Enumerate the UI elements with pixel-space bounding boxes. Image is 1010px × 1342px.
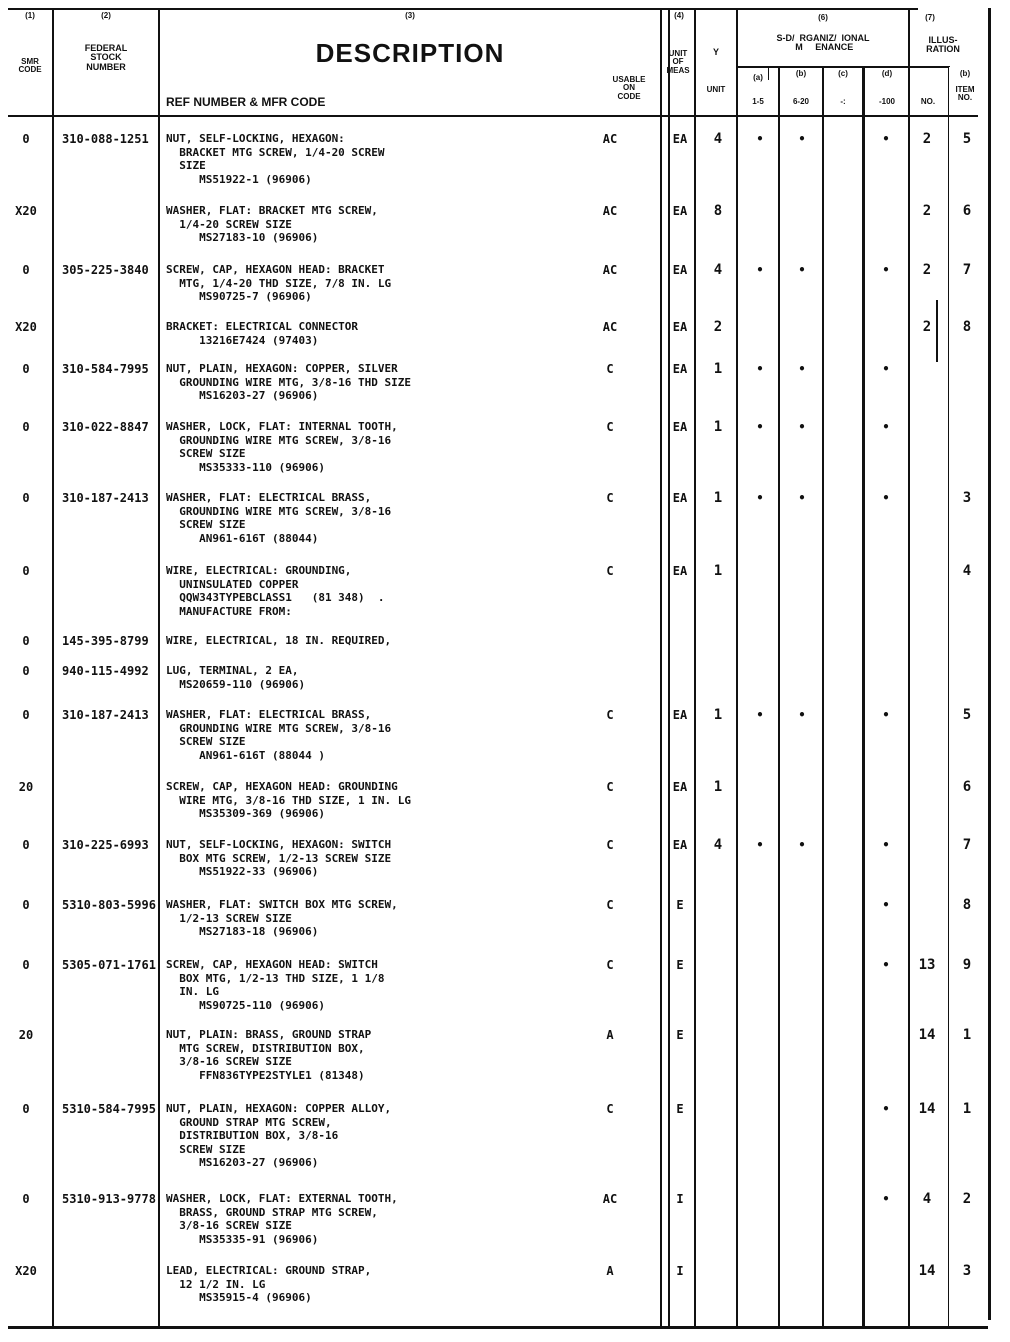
unit-of-measure: I: [676, 1192, 684, 1206]
item-number: 4: [962, 563, 972, 579]
smr-code: 0: [22, 838, 30, 852]
smr-code: 0: [22, 958, 30, 972]
maint-d-mark: •: [882, 1192, 890, 1206]
usable-on-code: C: [606, 362, 614, 376]
unit-of-measure: EA: [672, 780, 688, 794]
usable-on-code: C: [606, 780, 614, 794]
col4-label: UNIT OF MEAS: [666, 49, 690, 75]
item-number: 1: [962, 1027, 972, 1043]
col6-a-sub: 1-5: [752, 97, 764, 106]
col-divider-6d: [908, 8, 910, 1328]
federal-stock-number: 5305-071-1761: [62, 958, 156, 972]
description: NUT, SELF-LOCKING, HEXAGON: SWITCH BOX MTG SCREW, 1/2-13 SCREW SIZE MS51922-33 (96906): [166, 838, 392, 878]
usable-on-code: AC: [602, 132, 618, 146]
item-number: 8: [962, 319, 972, 335]
col1-label: SMR CODE: [18, 57, 42, 75]
maint-b-mark: •: [798, 838, 806, 852]
right-border: [988, 8, 991, 1320]
smr-code: 0: [22, 491, 30, 505]
item-number: 5: [962, 131, 972, 147]
maint-d-mark: •: [882, 132, 890, 146]
quantity: 1: [713, 490, 723, 506]
maint-b-mark: •: [798, 420, 806, 434]
unit-of-measure: E: [676, 1102, 684, 1116]
quantity: 8: [713, 203, 723, 219]
figure-number: 2: [922, 319, 932, 335]
usable-on-code: C: [606, 564, 614, 578]
quantity: 1: [713, 563, 723, 579]
federal-stock-number: 940-115-4992: [62, 664, 149, 678]
quantity: 1: [713, 779, 723, 795]
item-number: 3: [962, 490, 972, 506]
col-divider-6b: [822, 66, 824, 1328]
item-number: 5: [962, 707, 972, 723]
col6-d-sub: -100: [878, 97, 895, 106]
description: SCREW, CAP, HEXAGON HEAD: GROUNDING WIRE MTG, 3/8-16 THD SIZE, 1 IN. LG MS35309-369 (96906): [166, 780, 412, 820]
figure-number: 2: [922, 203, 932, 219]
col5-label: Y: [712, 47, 719, 57]
col3-title: DESCRIPTION: [315, 38, 505, 68]
description: LEAD, ELECTRICAL: GROUND STRAP, 12 1/2 IN. LG MS35915-4 (96906): [166, 1264, 372, 1304]
federal-stock-number: 5310-913-9778: [62, 1192, 156, 1206]
federal-stock-number: 310-187-2413: [62, 491, 149, 505]
figure-number: 4: [922, 1191, 932, 1207]
figure-number: 14: [918, 1027, 936, 1043]
unit-of-measure: EA: [672, 362, 688, 376]
col-divider-7: [948, 66, 949, 1328]
maint-a-mark: •: [756, 132, 764, 146]
maint-b-mark: •: [798, 491, 806, 505]
usable-on-code: C: [606, 420, 614, 434]
quantity: 4: [713, 131, 723, 147]
smr-code: 0: [22, 362, 30, 376]
col3-number: (3): [405, 11, 415, 20]
smr-code: X20: [15, 320, 37, 334]
bottom-border: [8, 1326, 988, 1329]
unit-of-measure: EA: [672, 420, 688, 434]
maint-d-mark: •: [882, 838, 890, 852]
usable-on-code: C: [606, 1102, 614, 1116]
item-number: 1: [962, 1101, 972, 1117]
smr-code: 0: [22, 634, 30, 648]
usable-on-code: C: [606, 708, 614, 722]
col-divider-6a: [778, 66, 780, 1328]
col-divider-3: [660, 8, 662, 1328]
federal-stock-number: 310-088-1251: [62, 132, 149, 146]
description: WASHER, FLAT: BRACKET MTG SCREW, 1/4-20 SCREW SIZE MS27183-10 (96906): [166, 204, 378, 244]
unit-of-measure: EA: [672, 320, 688, 334]
top-border: [8, 8, 918, 10]
col2-number: (2): [101, 11, 111, 20]
description: WASHER, FLAT: SWITCH BOX MTG SCREW, 1/2-13 SCREW SIZE MS27183-18 (96906): [166, 898, 398, 938]
usable-on-code: C: [606, 958, 614, 972]
federal-stock-number: 305-225-3840: [62, 263, 149, 277]
maint-a-mark: •: [756, 420, 764, 434]
col4-number: (4): [674, 11, 684, 20]
description: NUT, PLAIN: BRASS, GROUND STRAP MTG SCREW, DISTRIBUTION BOX, 3/8-16 SCREW SIZE FFN836TYPE2STYLE1 (81348): [166, 1028, 372, 1082]
maint-d-mark: •: [882, 263, 890, 277]
maint-d-mark: •: [882, 1102, 890, 1116]
description: WIRE, ELECTRICAL: GROUNDING, UNINSULATED COPPER QQW343TYPEBCLASS1 (81 348) . MANUFACTURE FROM:: [166, 564, 385, 618]
federal-stock-number: 310-022-8847: [62, 420, 149, 434]
federal-stock-number: 5310-803-5996: [62, 898, 156, 912]
maint-a-mark: •: [756, 838, 764, 852]
figure-number: 2: [922, 131, 932, 147]
smr-code: 20: [18, 1028, 34, 1042]
col6-c-label: (c): [838, 69, 848, 78]
unit-of-measure: EA: [672, 708, 688, 722]
col2-label: FEDERAL STOCK NUMBER: [84, 43, 128, 72]
maint-b-mark: •: [798, 708, 806, 722]
col7-a-sub: NO.: [920, 97, 936, 106]
item-number: 3: [962, 1263, 972, 1279]
col-divider-1: [52, 8, 54, 1328]
col6-b-label: (b): [795, 69, 807, 78]
unit-of-measure: EA: [672, 564, 688, 578]
description: WIRE, ELECTRICAL, 18 IN. REQUIRED,: [166, 634, 392, 647]
item-number: 2: [962, 1191, 972, 1207]
col-divider-5: [736, 8, 738, 1328]
usable-on-code: AC: [602, 204, 618, 218]
description: WASHER, LOCK, FLAT: EXTERNAL TOOTH, BRASS, GROUND STRAP MTG SCREW, 3/8-16 SCREW SIZE MS35335-91 (96906): [166, 1192, 398, 1246]
maint-b-mark: •: [798, 132, 806, 146]
col7-number: (7): [925, 13, 935, 22]
col6-b-sub: 6-20: [792, 97, 809, 106]
item-number: 9: [962, 957, 972, 973]
maint-a-mark: •: [756, 263, 764, 277]
federal-stock-number: 310-225-6993: [62, 838, 149, 852]
smr-code: X20: [15, 204, 37, 218]
item-number: 6: [962, 203, 972, 219]
smr-code: 0: [22, 132, 30, 146]
usable-on-code: C: [606, 898, 614, 912]
smr-code: 0: [22, 420, 30, 434]
col-divider-2: [158, 8, 160, 1328]
quantity: 1: [713, 361, 723, 377]
smr-code: 0: [22, 1102, 30, 1116]
description: SCREW, CAP, HEXAGON HEAD: BRACKET MTG, 1/4-20 THD SIZE, 7/8 IN. LG MS90725-7 (96906): [166, 263, 392, 303]
unit-of-measure: EA: [672, 204, 688, 218]
col6-a-label: (a): [753, 73, 763, 82]
unit-of-measure: EA: [672, 491, 688, 505]
usable-on-code: AC: [602, 263, 618, 277]
figure-number: 2: [922, 262, 932, 278]
maint-d-mark: •: [882, 491, 890, 505]
maint-a-mark: •: [756, 362, 764, 376]
smr-code: 0: [22, 564, 30, 578]
col3-subtitle: REF NUMBER & MFR CODE: [166, 95, 326, 109]
item-number: 8: [962, 897, 972, 913]
header-bottom-border: [8, 115, 978, 117]
quantity: 1: [713, 707, 723, 723]
maint-d-mark: •: [882, 362, 890, 376]
smr-code: 0: [22, 263, 30, 277]
col-divider-6c: [862, 66, 865, 1328]
item-number: 7: [962, 262, 972, 278]
description: NUT, PLAIN, HEXAGON: COPPER ALLOY, GROUND STRAP MTG SCREW, DISTRIBUTION BOX, 3/8-16 SCREW SIZE MS16203-27 (96906): [166, 1102, 392, 1169]
col6-label: S-D/ RGANIZ/ IONAL M ENANCE: [776, 33, 870, 53]
col7-b-sub: ITEM NO.: [955, 85, 975, 103]
col1-number: (1): [25, 11, 35, 20]
federal-stock-number: 5310-584-7995: [62, 1102, 156, 1116]
usable-on-label: USABLE ON CODE: [612, 75, 646, 101]
unit-of-measure: EA: [672, 263, 688, 277]
description: WASHER, FLAT: ELECTRICAL BRASS, GROUNDING WIRE MTG SCREW, 3/8-16 SCREW SIZE AN961-616T (88044 ): [166, 708, 392, 762]
maint-a-mark: •: [756, 708, 764, 722]
col7-label: ILLUS- RATION: [926, 35, 960, 55]
usable-on-code: A: [606, 1264, 614, 1278]
smr-code: X20: [15, 1264, 37, 1278]
smr-code: 0: [22, 708, 30, 722]
maint-d-mark: •: [882, 708, 890, 722]
col6-c-sub: -:: [840, 97, 846, 106]
description: NUT, PLAIN, HEXAGON: COPPER, SILVER GROUNDING WIRE MTG, 3/8-16 THD SIZE MS16203-27 (96906): [166, 362, 412, 402]
figure-number: 13: [918, 957, 936, 973]
usable-on-code: A: [606, 1028, 614, 1042]
usable-on-code: AC: [602, 1192, 618, 1206]
usable-on-code: AC: [602, 320, 618, 334]
item-number: 7: [962, 837, 972, 853]
smr-code: 0: [22, 1192, 30, 1206]
unit-of-measure: EA: [672, 132, 688, 146]
description: WASHER, LOCK, FLAT: INTERNAL TOOTH, GROUNDING WIRE MTG SCREW, 3/8-16 SCREW SIZE MS35333-110 (96906): [166, 420, 398, 474]
unit-of-measure: E: [676, 898, 684, 912]
usable-on-code: C: [606, 491, 614, 505]
col6-number: (6): [818, 13, 828, 22]
description: NUT, SELF-LOCKING, HEXAGON: BRACKET MTG SCREW, 1/4-20 SCREW SIZE MS51922-1 (96906): [166, 132, 385, 186]
quantity: 2: [713, 319, 723, 335]
usable-on-code: C: [606, 838, 614, 852]
smr-code: 0: [22, 898, 30, 912]
maint-d-mark: •: [882, 898, 890, 912]
maint-a-mark: •: [756, 491, 764, 505]
description: SCREW, CAP, HEXAGON HEAD: SWITCH BOX MTG, 1/2-13 THD SIZE, 1 1/8 IN. LG MS90725-110 (96906): [166, 958, 385, 1012]
quantity: 4: [713, 262, 723, 278]
unit-of-measure: E: [676, 1028, 684, 1042]
federal-stock-number: 310-584-7995: [62, 362, 149, 376]
unit-of-measure: I: [676, 1264, 684, 1278]
smr-code: 0: [22, 664, 30, 678]
maint-b-mark: •: [798, 362, 806, 376]
item-number: 6: [962, 779, 972, 795]
col7-sub-border: [910, 66, 950, 67]
col7-b-label: (b): [959, 69, 971, 78]
quantity: 4: [713, 837, 723, 853]
description: BRACKET: ELECTRICAL CONNECTOR 13216E7424 (97403): [166, 320, 359, 347]
figure-number: 14: [918, 1263, 936, 1279]
unit-of-measure: E: [676, 958, 684, 972]
federal-stock-number: 310-187-2413: [62, 708, 149, 722]
figure-number: 14: [918, 1101, 936, 1117]
unit-of-measure: EA: [672, 838, 688, 852]
federal-stock-number: 145-395-8799: [62, 634, 149, 648]
description: WASHER, FLAT: ELECTRICAL BRASS, GROUNDING WIRE MTG SCREW, 3/8-16 SCREW SIZE AN961-616T (88044): [166, 491, 392, 545]
maint-d-mark: •: [882, 420, 890, 434]
col5-sub: UNIT: [706, 85, 726, 94]
maint-b-mark: •: [798, 263, 806, 277]
description: LUG, TERMINAL, 2 EA, MS20659-110 (96906): [166, 664, 306, 691]
quantity: 1: [713, 419, 723, 435]
col6-d-label: (d): [881, 69, 893, 78]
smr-code: 20: [18, 780, 34, 794]
maint-d-mark: •: [882, 958, 890, 972]
